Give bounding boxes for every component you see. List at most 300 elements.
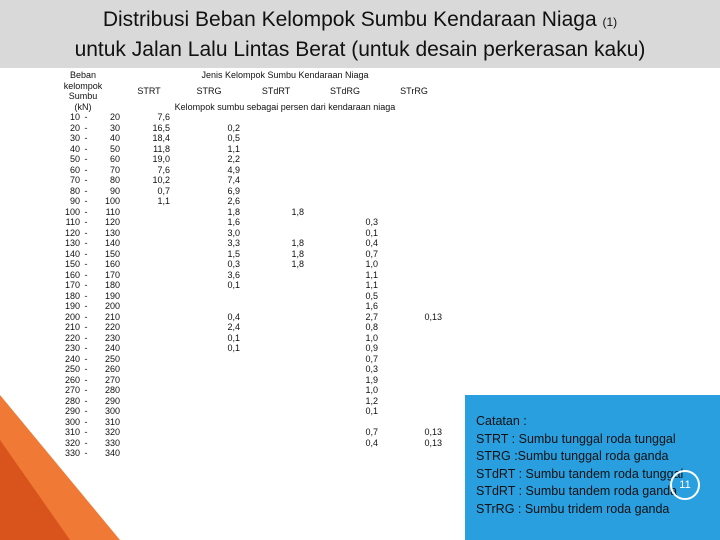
cell-strg: [174, 396, 244, 407]
cell-stdrg: [308, 165, 382, 176]
cell-strrg: [382, 186, 446, 197]
notes-panel: [476, 413, 720, 518]
load-from: 310: [64, 427, 80, 437]
load-to: 60: [109, 154, 120, 164]
cell-stdrt: [244, 228, 308, 239]
cell-strrg: [382, 249, 446, 260]
cell-strg: [174, 448, 244, 459]
cell-stdrg: 0,7: [365, 427, 378, 437]
cell-stdrg: [308, 207, 382, 218]
cell-strt: [124, 207, 174, 218]
table-row: [42, 322, 446, 333]
cell-stdrg: 1,6: [365, 301, 378, 311]
cell-stdrg: 2,7: [365, 311, 378, 322]
table-row: [42, 196, 446, 207]
cell-stdrt: [244, 396, 308, 407]
cell-stdrg: [308, 154, 382, 165]
cell-stdrg: [308, 417, 382, 428]
table-row: [42, 291, 446, 302]
table-row: [42, 417, 446, 428]
cell-stdrg: 1,0: [365, 385, 378, 395]
cell-stdrg: 0,9: [365, 343, 378, 353]
load-to: 220: [104, 322, 120, 332]
cell-stdrt: [244, 333, 308, 344]
load-to: 320: [104, 427, 120, 437]
cell-strt: 10,2: [152, 175, 170, 185]
cell-strt: [124, 406, 174, 417]
note-stdrt: STdRT : Sumbu tandem roda tunggal: [476, 466, 684, 481]
cell-strg: [174, 438, 244, 449]
cell-stdrt: [244, 217, 308, 228]
cell-stdrg: [308, 112, 382, 123]
col-stdrg: STdRG: [329, 85, 360, 96]
cell-stdrt: [244, 133, 308, 144]
title-text-1: Distribusi Beban Kelompok Sumbu Kendaraan Niaga: [102, 8, 597, 31]
table-row: [42, 175, 446, 186]
cell-stdrt: 1,8: [291, 238, 304, 248]
cell-stdrg: 1,9: [365, 374, 378, 385]
range-dash: -: [84, 164, 88, 175]
cell-stdrg: 0,7: [365, 353, 378, 364]
cell-strg: 0,1: [227, 343, 240, 353]
table-row: [42, 343, 446, 354]
cell-stdrt: [244, 186, 308, 197]
load-to: 120: [104, 217, 120, 227]
cell-strrg: [382, 417, 446, 428]
cell-strrg: [382, 123, 446, 134]
cell-strt: [124, 238, 174, 249]
load-to: 270: [104, 374, 120, 385]
range-dash: -: [84, 185, 88, 196]
table-row: [42, 354, 446, 365]
cell-strrg: [382, 217, 446, 228]
range-dash: -: [84, 122, 88, 133]
cell-strg: 3,3: [227, 238, 240, 248]
load-to: 130: [104, 227, 120, 238]
range-dash: -: [84, 427, 88, 437]
cell-stdrt: [244, 322, 308, 333]
load-to: 30: [109, 122, 120, 133]
cell-strt: [124, 417, 174, 428]
load-to: 260: [104, 364, 120, 374]
load-to: 240: [104, 343, 120, 353]
load-from: 160: [64, 269, 80, 280]
load-to: 40: [109, 133, 120, 143]
cell-stdrt: [244, 312, 308, 323]
cell-strt: [124, 333, 174, 344]
table-row: [42, 375, 446, 386]
cell-strt: [124, 259, 174, 270]
cell-strrg: [382, 364, 446, 375]
cell-strt: 0,7: [157, 185, 170, 196]
table-row: [42, 165, 446, 176]
note-strg: STRG :Sumbu tunggal roda ganda: [476, 449, 669, 463]
cell-strt: [124, 249, 174, 260]
cell-strt: 7,6: [157, 164, 170, 175]
cell-stdrt: [244, 175, 308, 186]
range-dash: -: [84, 416, 88, 427]
range-dash: -: [84, 175, 88, 185]
cell-stdrg: [308, 186, 382, 197]
cell-strg: [174, 112, 244, 123]
load-to: 280: [104, 385, 120, 395]
range-dash: -: [84, 259, 88, 269]
range-dash: -: [84, 269, 88, 280]
cell-strg: 1,5: [227, 248, 240, 259]
table-row: [42, 249, 446, 260]
range-dash: -: [84, 206, 88, 217]
table-row: [42, 270, 446, 281]
cell-strt: [124, 354, 174, 365]
cell-strg: [174, 291, 244, 302]
col-strt: STRT: [137, 85, 161, 96]
table-row: [42, 112, 446, 123]
cell-strrg: [382, 291, 446, 302]
cell-strrg: 0,13: [424, 427, 442, 437]
col-strrg: STrRG: [400, 85, 428, 96]
cell-stdrg: 1,0: [365, 259, 378, 269]
cell-strrg: [382, 385, 446, 396]
cell-strg: 0,4: [227, 311, 240, 322]
load-from: 100: [64, 206, 80, 217]
cell-strg: [174, 417, 244, 428]
range-dash: -: [84, 332, 88, 343]
cell-strt: [124, 375, 174, 386]
cell-strg: 2,4: [227, 322, 240, 332]
cell-strt: [124, 301, 174, 312]
slide-title-line-2: untuk Jalan Lalu Lintas Berat (untuk desain perkerasan kaku): [74, 38, 646, 61]
cell-stdrg: 0,3: [365, 217, 378, 227]
cell-strrg: [382, 133, 446, 144]
cell-stdrt: [244, 406, 308, 417]
cell-stdrg: 0,4: [365, 238, 378, 248]
load-to: 150: [104, 248, 120, 259]
cell-stdrg: 1,1: [365, 280, 378, 290]
cell-strrg: [382, 259, 446, 270]
cell-strt: 7,6: [157, 112, 170, 122]
load-from: 220: [64, 332, 80, 343]
load-to: 160: [104, 259, 120, 269]
cell-stdrg: [308, 144, 382, 155]
load-to: 230: [104, 332, 120, 343]
cell-strrg: [382, 144, 446, 155]
cell-strrg: [382, 207, 446, 218]
load-from: 130: [64, 238, 80, 248]
cell-strrg: [382, 406, 446, 417]
table-row: [42, 396, 446, 407]
cell-stdrg: [308, 196, 382, 207]
note-strt: STRT : Sumbu tunggal roda tunggal: [476, 431, 676, 446]
cell-strt: 19,0: [152, 154, 170, 164]
cell-strg: [174, 364, 244, 375]
range-dash: -: [84, 290, 88, 301]
cell-stdrt: [244, 123, 308, 134]
cell-strrg: [382, 301, 446, 312]
load-to: 200: [104, 301, 120, 311]
range-dash: -: [84, 112, 88, 122]
cell-stdrt: [244, 112, 308, 123]
range-dash: -: [84, 437, 88, 448]
cell-strrg: [382, 196, 446, 207]
range-dash: -: [84, 406, 88, 416]
load-to: 70: [109, 164, 120, 175]
load-to: 340: [104, 448, 120, 458]
cell-strg: [174, 427, 244, 438]
cell-strt: [124, 427, 174, 438]
load-from: 190: [64, 301, 80, 311]
cell-strt: [124, 291, 174, 302]
cell-strt: [124, 448, 174, 459]
cell-stdrt: [244, 165, 308, 176]
cell-strg: [174, 385, 244, 396]
cell-strt: 16,5: [152, 122, 170, 133]
cell-strg: 3,6: [227, 269, 240, 280]
cell-strt: 18,4: [152, 133, 170, 143]
table-row: [42, 448, 446, 459]
slide-title-line-1: [0, 7, 720, 35]
table-row: [42, 133, 446, 144]
cell-strt: [124, 270, 174, 281]
cell-strt: [124, 343, 174, 354]
cell-stdrt: [244, 301, 308, 312]
cell-stdrt: [244, 280, 308, 291]
cell-stdrg: 0,1: [365, 227, 378, 238]
note-strrg: STrRG : Sumbu tridem roda ganda: [476, 501, 670, 516]
load-from: 270: [64, 385, 80, 395]
table-row: [42, 364, 446, 375]
cell-strrg: [382, 396, 446, 407]
range-dash: -: [84, 353, 88, 364]
load-to: 180: [104, 280, 120, 290]
cell-strg: [174, 375, 244, 386]
cell-strrg: [382, 154, 446, 165]
load-to: 310: [104, 416, 120, 427]
title-reference: (1): [602, 15, 618, 29]
range-dash: -: [84, 374, 88, 385]
cell-stdrt: [244, 417, 308, 428]
cell-strt: [124, 385, 174, 396]
cell-stdrt: 1,8: [291, 259, 304, 269]
load-to: 100: [104, 196, 120, 206]
load-to: 50: [109, 143, 120, 154]
cell-stdrt: [244, 270, 308, 281]
table-row: [42, 312, 446, 323]
cell-strg: [174, 406, 244, 417]
load-from: 30: [69, 133, 80, 143]
load-to: 210: [104, 311, 120, 322]
load-to: 80: [109, 175, 120, 185]
load-from: 70: [69, 175, 80, 185]
cell-strt: [124, 364, 174, 375]
table-row: [42, 427, 446, 438]
table-row: [42, 154, 446, 165]
load-from: 90: [69, 196, 80, 206]
cell-stdrg: 0,4: [365, 437, 378, 448]
load-from: 290: [64, 406, 80, 416]
load-from: 320: [64, 437, 80, 448]
sub-header: Kelompok sumbu sebagai persen dari kendaraan niaga: [174, 101, 396, 112]
load-from: 20: [69, 122, 80, 133]
cell-strrg: [382, 448, 446, 459]
range-dash: -: [84, 448, 88, 458]
load-from: 260: [64, 374, 80, 385]
cell-strt: [124, 438, 174, 449]
load-from: 180: [64, 290, 80, 301]
table-row: [42, 259, 446, 270]
range-dash: -: [84, 385, 88, 395]
cell-strrg: [382, 343, 446, 354]
cell-strg: 1,6: [227, 217, 240, 227]
cell-stdrt: [244, 448, 308, 459]
col-strg: STRG: [196, 85, 222, 96]
cell-stdrg: [308, 123, 382, 134]
table-row: [42, 333, 446, 344]
cell-stdrt: [244, 354, 308, 365]
range-dash: -: [84, 248, 88, 259]
load-to: 110: [105, 206, 120, 217]
cell-strg: 2,6: [227, 196, 240, 206]
table-row: [42, 186, 446, 197]
cell-strt: 1,1: [157, 196, 170, 206]
table-row: [42, 238, 446, 249]
load-to: 20: [109, 112, 120, 122]
cell-stdrg: 0,8: [365, 322, 378, 332]
cell-stdrg: 1,2: [365, 395, 378, 406]
load-from: 230: [64, 343, 80, 353]
cell-strg: 0,5: [227, 133, 240, 143]
load-from: 200: [64, 311, 80, 322]
cell-stdrt: [244, 438, 308, 449]
load-from: 80: [69, 185, 80, 196]
table-row: [42, 144, 446, 155]
cell-strrg: [382, 333, 446, 344]
cell-strg: 0,3: [227, 259, 240, 269]
cell-strrg: [382, 322, 446, 333]
range-dash: -: [84, 395, 88, 406]
cell-strrg: [382, 112, 446, 123]
range-dash: -: [84, 227, 88, 238]
cell-strrg: 0,13: [424, 437, 442, 448]
cell-stdrt: [244, 364, 308, 375]
cell-stdrt: [244, 343, 308, 354]
cell-strt: 11,8: [153, 143, 170, 154]
range-dash: -: [84, 301, 88, 311]
cell-strrg: [382, 375, 446, 386]
load-from: 40: [69, 143, 80, 154]
cell-strg: 2,2: [227, 154, 240, 164]
load-to: 290: [104, 395, 120, 406]
table-row: [42, 207, 446, 218]
table-row: [42, 123, 446, 134]
group-header: Jenis Kelompok Sumbu Kendaraan Niaga: [201, 70, 369, 80]
range-dash: -: [84, 311, 88, 322]
load-to: 300: [104, 406, 120, 416]
axle-load-table: [42, 70, 446, 459]
load-from: 120: [64, 227, 80, 238]
load-to: 140: [104, 238, 120, 248]
cell-strt: [124, 280, 174, 291]
cell-strg: 0,1: [227, 280, 240, 290]
load-header-2: kelompok: [63, 80, 103, 91]
cell-strt: [124, 217, 174, 228]
col-stdrt: STdRT: [261, 85, 291, 96]
load-to: 330: [104, 437, 120, 448]
cell-strg: [174, 354, 244, 365]
cell-stdrt: 1,8: [291, 248, 304, 259]
load-from: 10: [69, 112, 80, 122]
load-to: 190: [104, 290, 120, 301]
cell-strg: 3,0: [227, 227, 240, 238]
cell-stdrt: [244, 385, 308, 396]
cell-strrg: [382, 228, 446, 239]
load-from: 140: [64, 248, 80, 259]
range-dash: -: [84, 154, 88, 164]
cell-strrg: [382, 270, 446, 281]
table-row: [42, 217, 446, 228]
cell-stdrt: [244, 427, 308, 438]
cell-strrg: [382, 280, 446, 291]
load-from: 60: [69, 164, 80, 175]
load-header-1: Beban: [69, 70, 97, 80]
cell-stdrg: [308, 133, 382, 144]
cell-stdrg: 0,7: [365, 248, 378, 259]
load-from: 50: [69, 154, 80, 164]
range-dash: -: [84, 238, 88, 248]
cell-stdrg: 0,5: [365, 290, 378, 301]
cell-stdrg: 1,1: [365, 269, 378, 280]
cell-stdrt: [244, 291, 308, 302]
cell-stdrt: [244, 154, 308, 165]
cell-strg: 0,1: [227, 332, 240, 343]
cell-stdrg: 0,3: [365, 364, 378, 374]
load-from: 300: [64, 416, 80, 427]
cell-strrg: [382, 238, 446, 249]
table-row: [42, 385, 446, 396]
range-dash: -: [84, 343, 88, 353]
cell-strg: 4,9: [227, 164, 240, 175]
cell-stdrg: 0,1: [365, 406, 378, 416]
load-from: 280: [64, 395, 80, 406]
load-from: 240: [64, 353, 80, 364]
cell-strt: [124, 396, 174, 407]
load-from: 250: [64, 364, 80, 374]
load-from: 210: [64, 322, 80, 332]
cell-strt: [124, 228, 174, 239]
range-dash: -: [84, 322, 88, 332]
range-dash: -: [84, 133, 88, 143]
cell-strg: [174, 301, 244, 312]
cell-stdrt: 1,8: [291, 206, 304, 217]
load-header-4: (kN): [74, 101, 92, 112]
cell-strt: [124, 322, 174, 333]
notes-heading: Catatan :: [476, 414, 527, 428]
slide-number: 11: [670, 470, 700, 500]
cell-strg: 1,8: [227, 206, 240, 217]
range-dash: -: [84, 217, 88, 227]
cell-strrg: 0,13: [424, 311, 442, 322]
cell-strg: 6,9: [227, 185, 240, 196]
range-dash: -: [84, 196, 88, 206]
cell-stdrg: 1,0: [365, 332, 378, 343]
load-header-3: Sumbu: [68, 91, 98, 101]
cell-strrg: [382, 165, 446, 176]
load-from: 170: [64, 280, 80, 290]
load-to: 90: [109, 185, 120, 196]
range-dash: -: [84, 364, 88, 374]
cell-stdrt: [244, 196, 308, 207]
cell-stdrt: [244, 144, 308, 155]
table-row: [42, 228, 446, 239]
